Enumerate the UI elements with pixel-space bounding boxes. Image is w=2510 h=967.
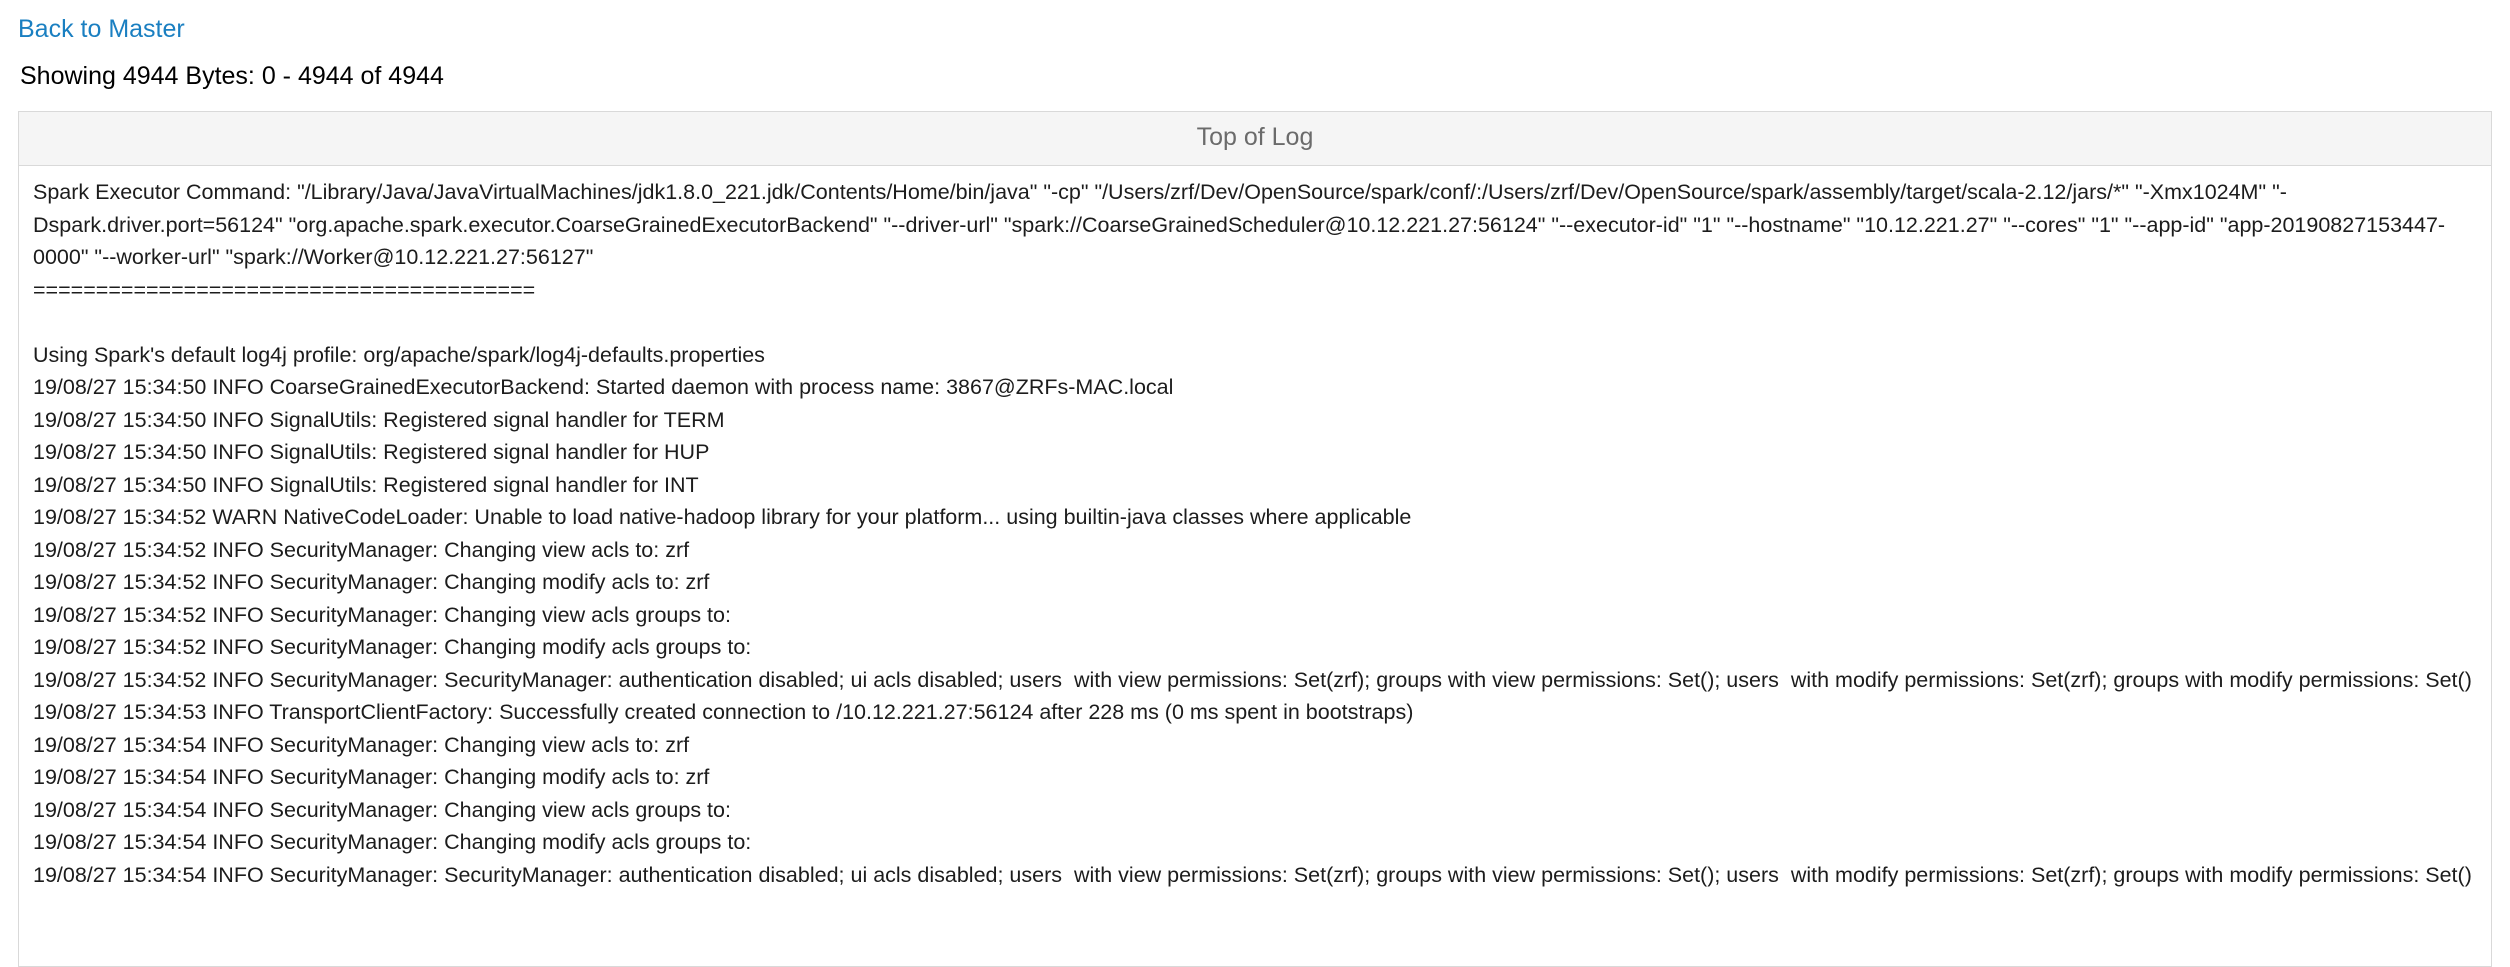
log-line: 19/08/27 15:34:52 INFO SecurityManager: Changing view acls to: zrf [33,537,690,562]
log-line: 19/08/27 15:34:54 INFO SecurityManager: SecurityManager: authentication disabled; ui acls disabled; users with view permissions: Set(zrf); groups with view permissions: Set(); users with modify permissions: Set(zrf); groups with modify permissions: Set() [33,862,2472,887]
log-line [33,306,2479,339]
log-line: Using Spark's default log4j profile: org/apache/spark/log4j-defaults.properties [33,342,765,367]
log-panel-header: Top of Log [19,112,2491,166]
log-line: 19/08/27 15:34:54 INFO SecurityManager: Changing modify acls to: zrf [33,765,710,789]
log-content[interactable] [19,166,2491,966]
log-line: 19/08/27 15:34:50 INFO SignalUtils: Registered signal handler for INT [33,472,699,497]
log-line: 19/08/27 15:34:54 INFO SecurityManager: Changing view acls to: zrf [33,732,690,757]
log-line: 19/08/27 15:34:52 INFO SecurityManager: Changing modify acls to: zrf [33,570,710,594]
log-line: Spark Executor Command: "/Library/Java/JavaVirtualMachines/jdk1.8.0_221.jdk/Contents/Home/bin/java" "-cp" "/Users/zrf/Dev/OpenSource/spark/conf/:/Users/zrf/Dev/OpenSource/spark/assembly/target/scala-2.12/jars/*" "-Xmx1024M" "-Dspark.driver.port=56124" "org.apache.spark.executor.CoarseGrainedExecutorBackend" "--driver-url" "spark://CoarseGrainedScheduler@10.12.221.27:56124" "--executor-id" "1" "--hostname" "10.12.221.27" "--cores" "1" "--app-id" "app-20190827153447-0000" "--worker-url" "spark://Worker@10.12.221.27:56127" [33,180,2446,269]
log-line: 19/08/27 15:34:50 INFO SignalUtils: Registered signal handler for TERM [33,407,725,432]
log-line: 19/08/27 15:34:50 INFO CoarseGrainedExecutorBackend: Started daemon with process name: 3867@ZRFs-MAC.local [33,375,1174,399]
log-line: 19/08/27 15:34:52 INFO SecurityManager: SecurityManager: authentication disabled; ui acls disabled; users with view permissions: Set(zrf); groups with view permissions: Set(); users with modify permissions: Set(zrf); groups with modify permissions: Set() [33,667,2472,692]
log-line: 19/08/27 15:34:52 WARN NativeCodeLoader: Unable to load native-hadoop library for your platform... using builtin-java classes where applicable [33,505,1412,529]
log-line: 19/08/27 15:34:52 INFO SecurityManager: Changing view acls groups to: [33,602,731,627]
back-to-master-link[interactable]: Back to Master [18,15,185,43]
showing-bytes-status: Showing 4944 Bytes: 0 - 4944 of 4944 [20,62,444,90]
log-line: ======================================== [33,277,536,302]
log-panel [18,111,2492,967]
log-line: 19/08/27 15:34:50 INFO SignalUtils: Registered signal handler for HUP [33,440,710,464]
log-line: 19/08/27 15:34:53 INFO TransportClientFactory: Successfully created connection to /10.12.221.27:56124 after 228 ms (0 ms spent in bootstraps) [33,700,1414,724]
log-line: 19/08/27 15:34:52 INFO SecurityManager: Changing modify acls groups to: [33,635,752,659]
log-line: 19/08/27 15:34:54 INFO SecurityManager: Changing view acls groups to: [33,797,731,822]
log-line: 19/08/27 15:34:54 INFO SecurityManager: Changing modify acls groups to: [33,830,752,854]
